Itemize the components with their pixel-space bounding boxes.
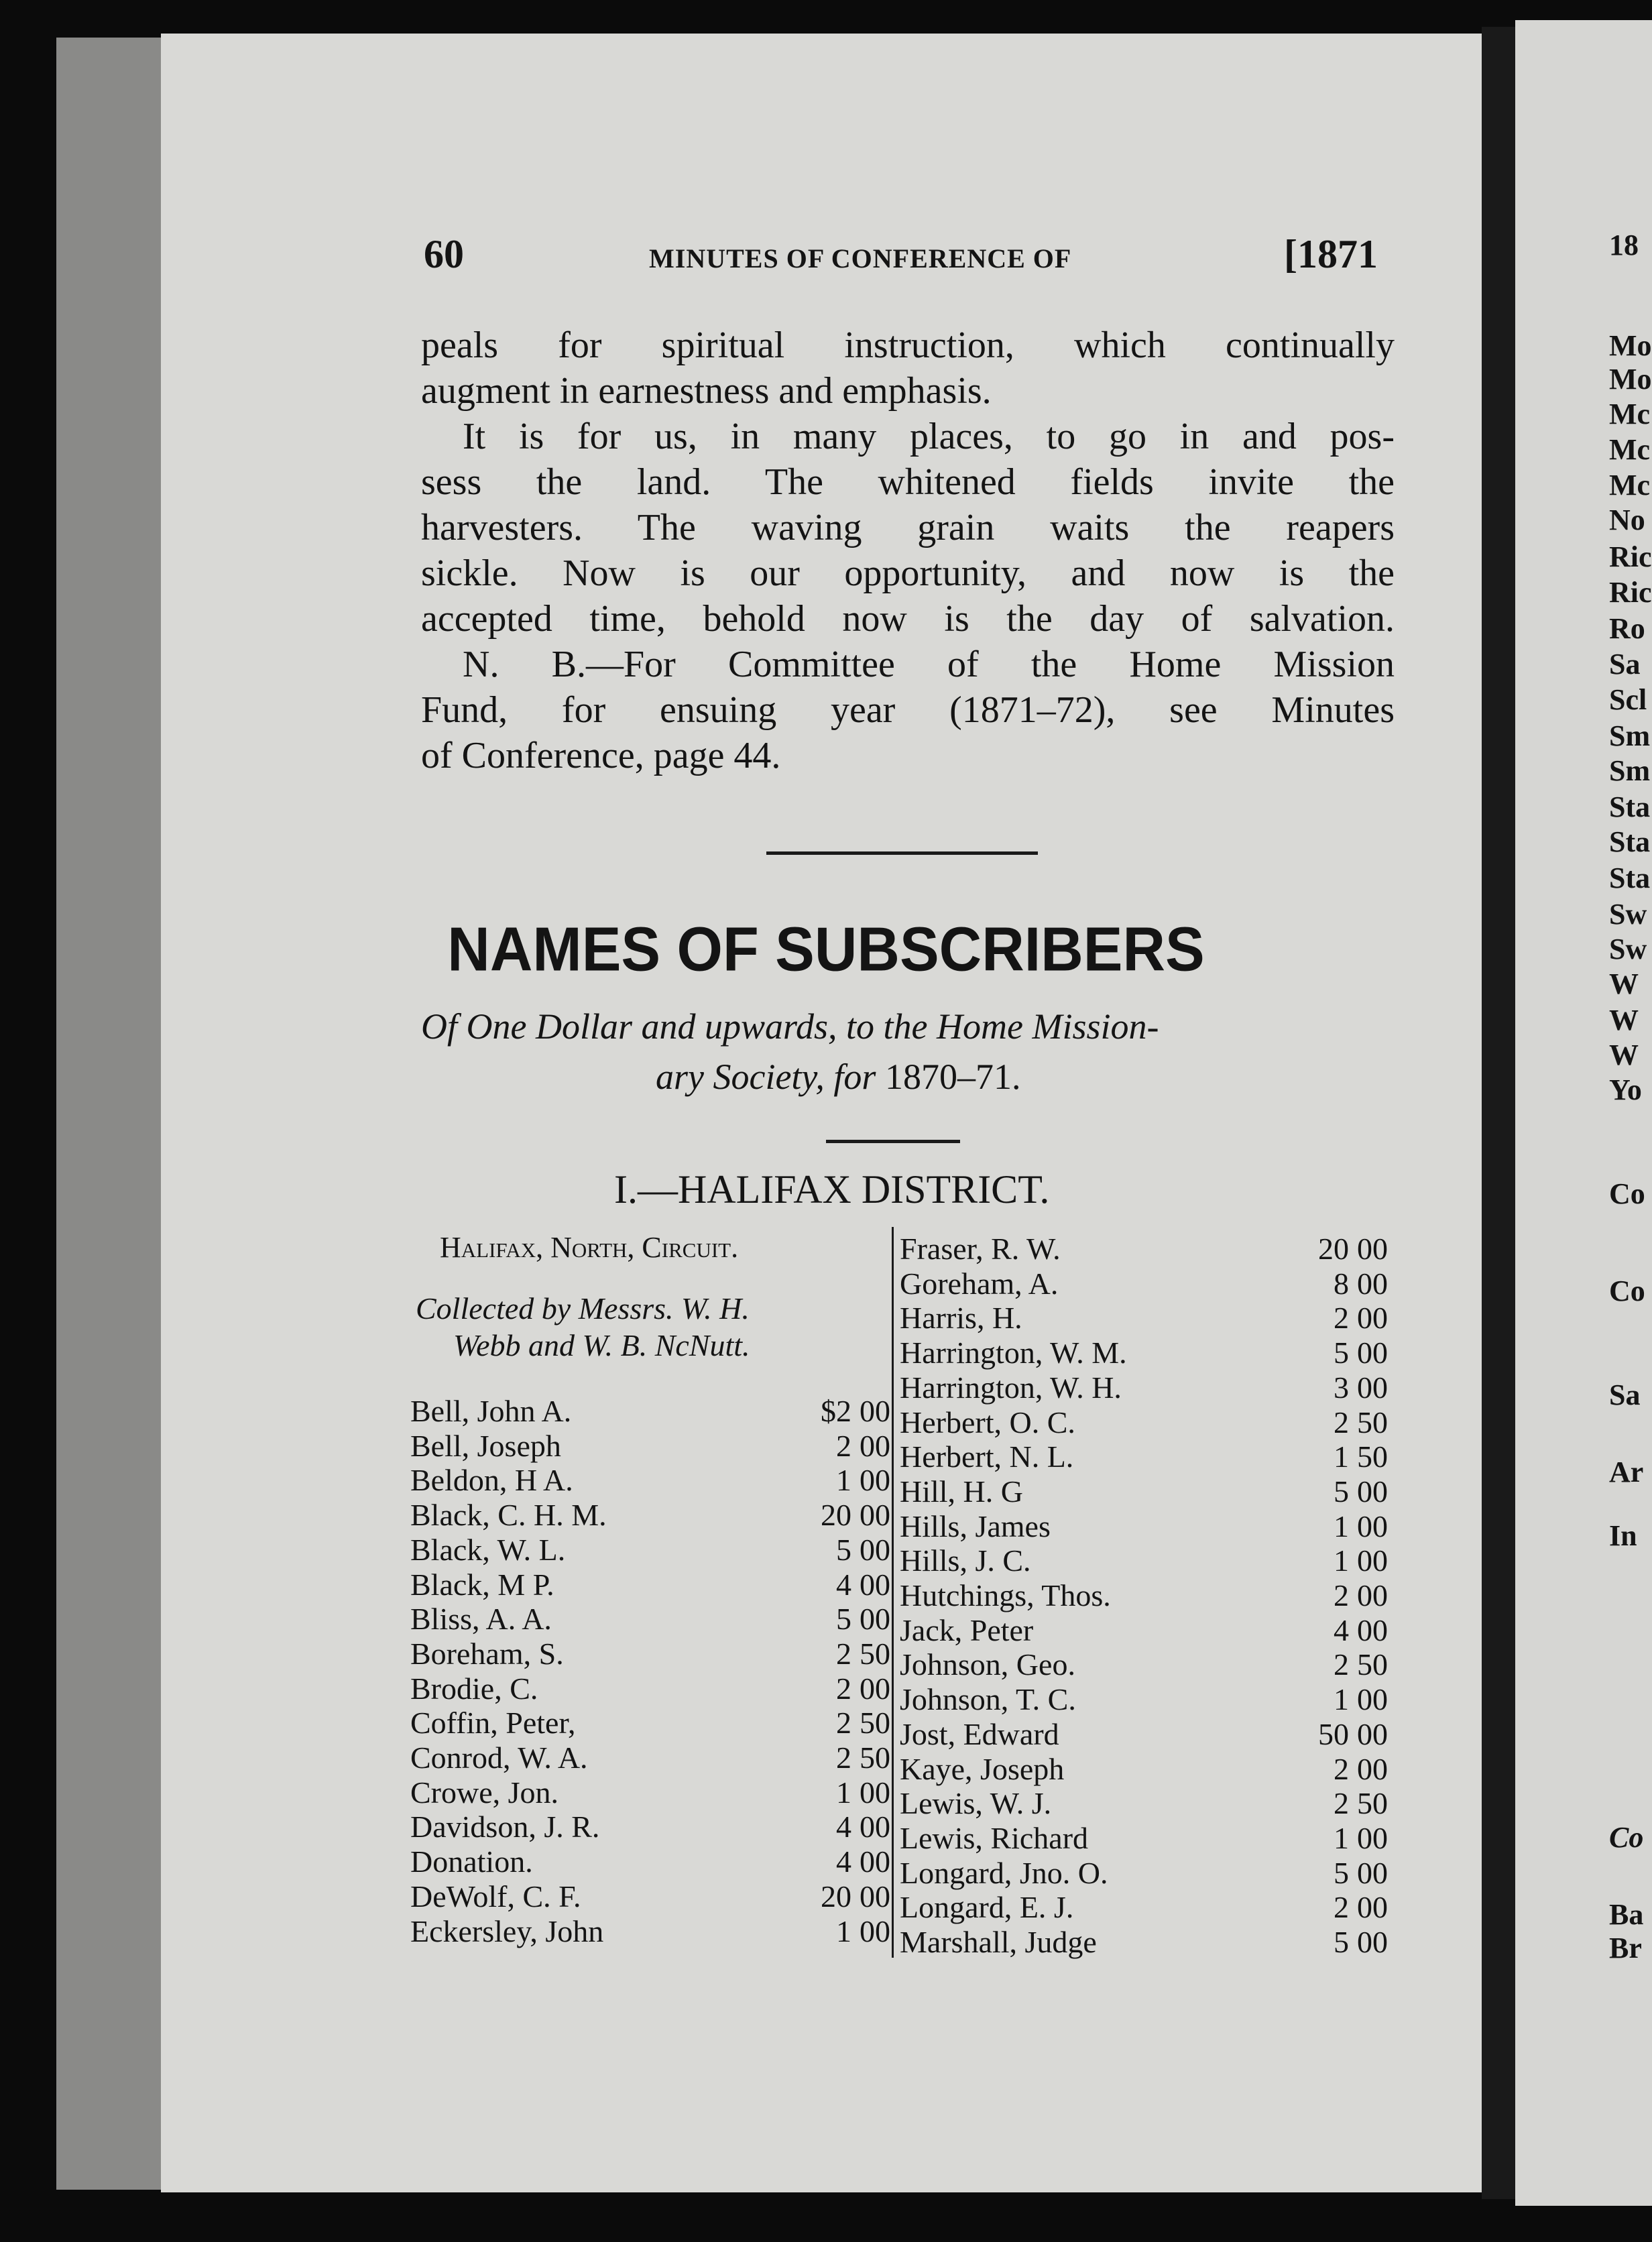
subscriber-row [410,1880,900,1913]
collectors-line: Collected by Messrs. W. H. [416,1291,750,1325]
facing-page-text-fragment: Mc [1609,469,1651,501]
facing-page-text-fragment: Yo [1609,1073,1642,1106]
subscriber-row [410,1637,900,1671]
facing-page-text-fragment: Co [1609,1821,1644,1854]
subscriber-row [410,1602,900,1636]
facing-page-text-fragment: Mc [1609,433,1651,466]
subscriber-row [410,1706,900,1740]
amount-cents: 00 [860,1810,890,1844]
amount-cents: 00 [1357,1266,1388,1301]
amount-dollars: 1 [1334,1543,1349,1578]
facing-page-text-fragment: Ba [1609,1898,1644,1931]
subscriber-name: Coffin, Peter, [410,1706,576,1740]
amount-dollars: 2 [836,1740,851,1775]
amount-dollars: 2 [836,1636,851,1671]
subscriber-row [900,1440,1397,1474]
subscriber-row [900,1753,1397,1786]
amount-cents: 00 [860,1775,890,1810]
subscriber-row [410,1568,900,1602]
subscriber-name: Herbert, O. C. [900,1405,1075,1439]
subscriber-row [900,1475,1397,1509]
subscriber-row [900,1544,1397,1578]
subscriber-name: Bell, Joseph [410,1428,561,1463]
amount-cents: 00 [1357,1682,1388,1717]
amount-cents: 50 [1357,1786,1388,1821]
subscriber-row [410,1741,900,1775]
amount-dollars: 4 [836,1567,851,1602]
subscriber-name: Johnson, Geo. [900,1647,1075,1682]
amount-cents: 00 [1357,1855,1388,1890]
amount-cents: 00 [860,1394,890,1428]
subscriber-name: Hutchings, Thos. [900,1578,1111,1612]
subscriber-name: Kaye, Joseph [900,1751,1065,1786]
subscriber-name: Fraser, R. W. [900,1232,1061,1266]
amount-dollars: 1 [1334,1439,1349,1474]
facing-page-text-fragment: Sa [1609,1378,1641,1411]
amount-cents: 00 [860,1532,890,1567]
subscriber-name: Jack, Peter [900,1612,1034,1647]
facing-page-text-fragment: Scl [1609,683,1647,716]
amount-cents: 00 [1357,1578,1388,1612]
subscriber-name: Marshall, Judge [900,1925,1097,1959]
paragraph-line: augment in earnestness and emphasis. [421,370,992,412]
amount-dollars: 1 [1334,1509,1349,1543]
amount-cents: 00 [1357,1509,1388,1543]
facing-page-text-fragment: Sm [1609,754,1651,787]
amount-cents: 50 [860,1636,890,1671]
subscriber-row [410,1429,900,1463]
facing-page-text-fragment: W [1609,1039,1639,1071]
subscriber-name: Davidson, J. R. [410,1810,600,1844]
paragraph-line: N. B.—For Committee of the Home Mission [463,644,1395,685]
page-number: 60 [424,232,464,276]
subscriber-name: Hills, J. C. [900,1543,1031,1578]
subscriber-name: Johnson, T. C. [900,1682,1076,1717]
collectors-line: Webb and W. B. NcNutt. [453,1328,750,1362]
amount-cents: 00 [860,1879,890,1913]
amount-dollars: 2 [1334,1751,1349,1786]
amount-cents: 00 [1357,1370,1388,1405]
amount-cents: 00 [860,1671,890,1706]
subscriber-row [900,1648,1397,1682]
amount-cents: 00 [1357,1716,1388,1751]
amount-cents: 00 [860,1844,890,1879]
subscriber-row [900,1579,1397,1612]
amount-cents: 50 [1357,1647,1388,1682]
subscriber-row [900,1822,1397,1855]
amount-dollars: 2 [1334,1405,1349,1439]
subscriber-name: Eckersley, John [410,1913,604,1948]
section-subtitle-line2: ary Society, for 1870–71. [656,1057,1021,1097]
facing-page-text-fragment: Sta [1609,825,1651,858]
facing-page-text-fragment: Sw [1609,933,1647,965]
subscriber-row [900,1510,1397,1543]
subscriber-row [900,1232,1397,1266]
section-subtitle-line1: Of One Dollar and upwards, to the Home Mission- [421,1006,1159,1047]
facing-page-text-fragment: Mo [1609,329,1652,362]
paragraph-line: harvesters. The waving grain waits the reapers [421,507,1395,548]
subscriber-row [900,1891,1397,1924]
subscriber-row [900,1683,1397,1716]
amount-dollars: 1 [836,1775,851,1810]
amount-cents: 00 [1357,1820,1388,1855]
facing-page-text-fragment: Sa [1609,648,1641,681]
running-head: MINUTES OF CONFERENCE OF [649,243,1072,274]
amount-dollars: 5 [1334,1855,1349,1890]
facing-page-text-fragment: No [1609,504,1645,536]
amount-dollars: 1 [1334,1820,1349,1855]
subscriber-name: Crowe, Jon. [410,1775,559,1810]
subscriber-row [900,1371,1397,1405]
facing-page-text-fragment: Co [1609,1177,1645,1210]
amount-dollars: 2 [1334,1301,1349,1336]
amount-dollars: 5 [1334,1474,1349,1509]
subscriber-row [410,1672,900,1706]
facing-page-text-fragment: Mo [1609,363,1652,396]
amount-dollars: 1 [836,1913,851,1948]
paragraph-line: sess the land. The whitened fields invite the [421,461,1395,503]
amount-dollars: 5 [1334,1336,1349,1370]
amount-cents: 00 [860,1428,890,1463]
left-gutter [56,38,164,2190]
amount-cents: 00 [1357,1543,1388,1578]
subscriber-name: Hills, James [900,1509,1051,1543]
subscriber-name: Donation. [410,1844,533,1879]
subscriber-name: Black, W. L. [410,1532,566,1567]
amount-cents: 50 [1357,1439,1388,1474]
facing-page-text-fragment: Br [1609,1932,1642,1964]
subscriber-row [900,1926,1397,1959]
subscriber-name: Harris, H. [900,1301,1022,1336]
subscriber-name: Longard, E. J. [900,1890,1074,1925]
facing-page-text-fragment: Sta [1609,862,1651,894]
amount-dollars: 20 [1318,1232,1349,1266]
amount-cents: 00 [1357,1751,1388,1786]
subscriber-name: Conrod, W. A. [410,1740,588,1775]
amount-dollars: 3 [1334,1370,1349,1405]
subscriber-name: Longard, Jno. O. [900,1855,1108,1890]
subscriber-row [900,1856,1397,1890]
facing-page-fragment [1515,20,1652,2206]
subscriber-row [410,1776,900,1810]
amount-dollars: $2 [821,1394,851,1428]
facing-page-text-fragment: Sw [1609,898,1647,931]
subscriber-name: Lewis, W. J. [900,1786,1052,1821]
amount-cents: 00 [1357,1474,1388,1509]
facing-page-text-fragment: W [1609,1004,1639,1037]
facing-page-text-fragment: Co [1609,1275,1645,1307]
section-title: NAMES OF SUBSCRIBERS [447,914,1205,984]
facing-page-text-fragment: In [1609,1519,1637,1552]
subscriber-name: Brodie, C. [410,1671,538,1706]
paragraph-line: peals for spiritual instruction, which continually [421,324,1395,366]
subscriber-row [410,1498,900,1532]
subscriber-row [900,1336,1397,1370]
circuit-heading: Halifax, North, Circuit. [440,1231,739,1264]
amount-cents: 00 [1357,1612,1388,1647]
subscriber-row [410,1810,900,1844]
district-divider-rule [826,1140,960,1143]
subscriber-row [900,1267,1397,1301]
paragraph-line: accepted time, behold now is the day of salvation. [421,598,1395,640]
subscriber-row [900,1614,1397,1647]
amount-cents: 00 [860,1463,890,1498]
amount-dollars: 8 [1334,1266,1349,1301]
facing-page-text-fragment: Ro [1609,612,1645,645]
paragraph-line: of Conference, page 44. [421,735,781,776]
running-head-year: [1871 [1284,232,1378,276]
facing-page-text-fragment: W [1609,967,1639,1000]
amount-dollars: 1 [1334,1682,1349,1717]
subscriber-name: Goreham, A. [900,1266,1059,1301]
subscriber-row [900,1718,1397,1751]
amount-dollars: 4 [836,1810,851,1844]
subscriber-name: Herbert, N. L. [900,1439,1074,1474]
amount-dollars: 4 [836,1844,851,1879]
subscriber-name: Harrington, W. M. [900,1336,1127,1370]
amount-cents: 00 [860,1913,890,1948]
subscriber-name: Bliss, A. A. [410,1602,552,1637]
amount-cents: 50 [1357,1405,1388,1439]
subscriber-name: DeWolf, C. F. [410,1879,581,1913]
amount-cents: 50 [860,1706,890,1740]
amount-dollars: 5 [1334,1925,1349,1959]
subscriber-name: Black, M P. [410,1567,554,1602]
subscriber-name: Harrington, W. H. [900,1370,1122,1405]
subscriber-name: Bell, John A. [410,1394,572,1428]
amount-dollars: 2 [1334,1890,1349,1925]
facing-page-text-fragment: Mc [1609,398,1651,430]
district-heading: I.—HALIFAX DISTRICT. [614,1167,1050,1212]
amount-dollars: 2 [836,1671,851,1706]
paragraph-line: sickle. Now is our opportunity, and now is the [421,552,1395,594]
subscriber-row [410,1533,900,1567]
subscriber-row [410,1464,900,1497]
amount-cents: 00 [1357,1336,1388,1370]
amount-dollars: 1 [836,1463,851,1498]
facing-page-text-fragment: Ric [1609,540,1652,573]
amount-dollars: 2 [836,1706,851,1740]
amount-dollars: 5 [836,1602,851,1637]
facing-page-text-fragment: Ar [1609,1456,1644,1488]
facing-page-text-fragment: Sta [1609,790,1651,823]
subscriber-row [900,1406,1397,1439]
subscriber-row [410,1845,900,1879]
amount-cents: 50 [860,1740,890,1775]
subscriber-name: Beldon, H A. [410,1463,573,1498]
amount-cents: 00 [860,1498,890,1533]
subscriber-name: Hill, H. G [900,1474,1023,1509]
amount-cents: 00 [1357,1925,1388,1959]
amount-cents: 00 [1357,1232,1388,1266]
facing-page-text-fragment: Ric [1609,576,1652,609]
amount-cents: 00 [860,1567,890,1602]
amount-dollars: 2 [1334,1786,1349,1821]
subscriber-row [410,1915,900,1948]
subscriber-name: Jost, Edward [900,1716,1059,1751]
amount-cents: 00 [1357,1890,1388,1925]
amount-dollars: 2 [1334,1578,1349,1612]
amount-dollars: 4 [1334,1612,1349,1647]
amount-dollars: 2 [1334,1647,1349,1682]
facing-page-text-fragment: Sm [1609,719,1651,752]
amount-dollars: 20 [821,1498,851,1533]
amount-cents: 00 [860,1602,890,1637]
amount-dollars: 5 [836,1532,851,1567]
amount-dollars: 2 [836,1428,851,1463]
amount-dollars: 50 [1318,1716,1349,1751]
facing-page-text-fragment: 18 [1609,229,1639,261]
subscriber-row [900,1787,1397,1820]
subscriber-name: Black, C. H. M. [410,1498,607,1533]
subscriber-row [900,1301,1397,1335]
amount-cents: 00 [1357,1301,1388,1336]
paragraph-line: It is for us, in many places, to go in and pos- [463,416,1395,457]
subscriber-row [410,1395,900,1428]
section-divider-rule [766,851,1038,855]
subscriber-name: Lewis, Richard [900,1820,1089,1855]
amount-dollars: 20 [821,1879,851,1913]
center-gutter [1482,27,1515,2199]
subscriber-name: Boreham, S. [410,1636,564,1671]
paragraph-line: Fund, for ensuing year (1871–72), see Minutes [421,689,1395,731]
